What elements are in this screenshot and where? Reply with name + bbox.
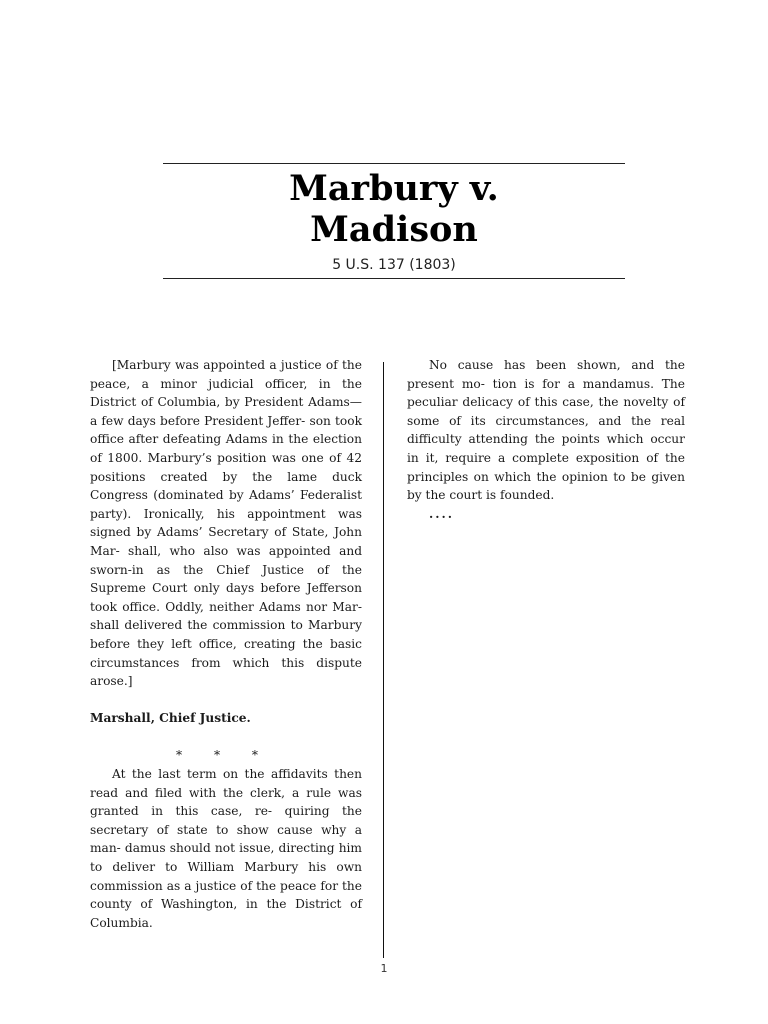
case-citation: 5 U.S. 137 (1803) [332,257,456,273]
spacer [90,728,362,747]
column-divider [383,362,384,958]
page-title [163,168,625,250]
title-bottom-rule [163,278,625,279]
speaker-heading: Marshall, Chief Justice. [90,711,251,726]
title-line-1: Marbury v. [289,168,499,209]
left-column [90,356,362,932]
opening-paragraph: At the last term on the affidavits then read and filed with the clerk, a rule was granted in this case, re- quiring the secretary of state to show cause why a man- damus should not issue, directing him to deliver to William Marbury his own commission as a justice of the peace for the county of Washington, in the District of Columbia. [90,767,362,930]
title-top-rule [163,163,625,164]
spacer [90,691,362,710]
section-stars: * * * [176,748,259,763]
intro-paragraph: [Marbury was appointed a justice of the peace, a minor judicial officer, in the District of Columbia, by President Adams—a few days before President Jeffer- son took office after defeating Adams in the election of 1800. Marbury’s position was one of 42 positions created by the lame duck Congress (dominated by Adams’ Federalist party). Ironically, his appointment was signed by Adams’ Secretary of State, John Mar- shall, who also was appointed and sworn-in as the Chief Justice of the Supreme Court only days before Jefferson took office. Oddly, neither Adams nor Mar- shall delivered the commission to Marbury before they left office, creating the basic circumstances from which this dispute arose.] [90,358,362,689]
omission-ellipsis: .... [429,506,454,521]
page-number: 1 [380,962,388,975]
right-column [407,356,685,523]
right-paragraph: No cause has been shown, and the present mo- tion is for a mandamus. The peculiar delicacy of this case, the novelty of some of its circumstances, and the real difficulty attending the points which occur in it, require a complete exposition of the principles on which the opinion to be given by the court is founded. [407,358,685,503]
title-line-2: Madison [310,209,478,250]
